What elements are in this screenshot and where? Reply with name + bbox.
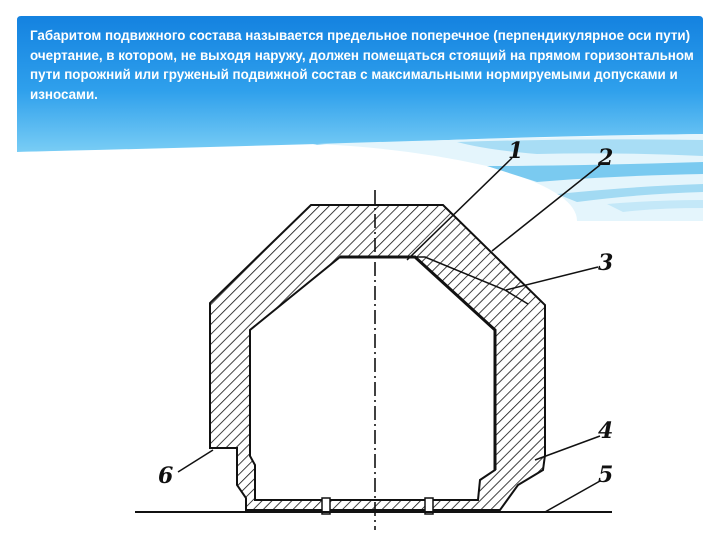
callout-1: 1 — [508, 138, 524, 164]
definition-text: Габаритом подвижного состава называется предельное поперечное (перпендикулярное оси пути) очертание, в котором, не выходя наружу, должен помещаться стоящий на прямом горизонтальном пути порожний или груженый подвижной состав с максимальными нормируемыми допусками и износами. — [30, 28, 694, 102]
leader-line-3 — [506, 267, 598, 290]
leader-line-6 — [178, 450, 213, 472]
leader-line-2 — [492, 165, 600, 251]
callout-2: 2 — [598, 145, 614, 171]
callout-3: 3 — [598, 250, 614, 276]
callout-6: 6 — [158, 463, 174, 489]
callout-5: 5 — [598, 462, 614, 488]
callout-4: 4 — [598, 418, 614, 444]
leader-line-5 — [545, 481, 600, 512]
